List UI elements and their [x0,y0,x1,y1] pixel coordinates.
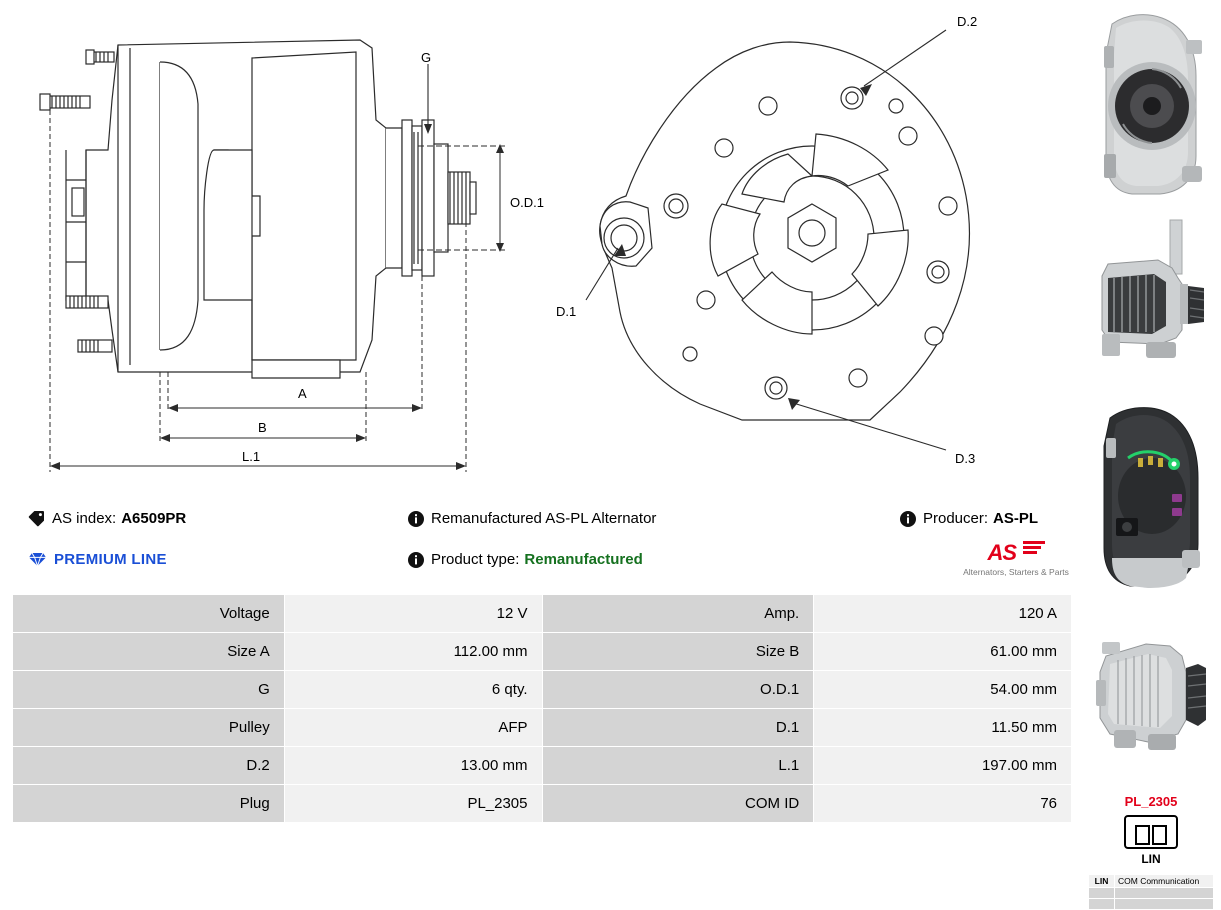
producer-label: Producer: [923,510,989,527]
label-d2: D.2 [957,14,978,29]
plug-connector-icon [1124,815,1178,849]
premium-line-label: PREMIUM LINE [54,551,167,568]
spec-value: 11.50 mm [814,709,1072,747]
technical-drawings [0,0,1080,492]
label-g: G [421,50,432,65]
product-photo-side[interactable] [1086,202,1216,398]
spec-value: 6 qty. [284,671,542,709]
spec-value: 112.00 mm [284,633,542,671]
spec-key: G [13,671,285,709]
info-icon [408,511,424,527]
label-l1: L.1 [242,449,261,464]
spec-value: 76 [814,785,1072,823]
lin-communication-table [1088,874,1214,910]
info-icon [900,511,916,527]
lin-blank-cell [1089,888,1115,899]
diamond-icon [28,552,47,567]
tag-icon [28,510,45,527]
label-d1: D.1 [556,304,577,319]
label-b: B [258,420,267,435]
table-row [1089,888,1214,899]
spec-value: 13.00 mm [284,747,542,785]
table-row [13,595,1072,633]
spec-key: COM ID [542,785,814,823]
producer-row [900,510,1038,527]
product-photo-column [1086,6,1216,910]
spec-key: Voltage [13,595,285,633]
spec-value: 197.00 mm [814,747,1072,785]
description-row [408,510,656,527]
description-text: Remanufactured AS-PL Alternator [431,510,657,527]
specification-table [12,594,1072,823]
lin-blank-cell [1115,899,1214,910]
plug-code: PL_2305 [1124,794,1178,809]
plug-name: LIN [1141,852,1161,866]
as-pl-logo [957,540,1075,576]
spec-key: Pulley [13,709,285,747]
spec-value: 120 A [814,595,1072,633]
spec-key: Amp. [542,595,814,633]
product-photo-body[interactable] [1086,594,1216,790]
product-type-label: Product type: [431,551,520,568]
label-d3: D.3 [955,451,976,466]
table-row [13,747,1072,785]
spec-value: PL_2305 [284,785,542,823]
as-index-row [28,510,186,527]
table-row [1089,875,1214,888]
table-row [1089,899,1214,910]
label-a: A [298,386,307,401]
spec-key: Size B [542,633,814,671]
table-row [13,633,1072,671]
alternator-front-view [586,30,969,450]
spec-value: 61.00 mm [814,633,1072,671]
spec-value: 12 V [284,595,542,633]
as-logo-mark: AS [987,540,1017,565]
lin-blank-cell [1089,899,1115,910]
product-photo-rear[interactable] [1086,398,1216,594]
label-od1: O.D.1 [510,195,544,210]
lin-description: COM Communication [1115,875,1214,888]
table-row [13,671,1072,709]
spec-key: Size A [13,633,285,671]
as-logo-subtitle: Alternators, Starters & Parts [963,567,1069,577]
as-index-value: A6509PR [121,510,187,527]
spec-key: D.1 [542,709,814,747]
spec-key: Plug [13,785,285,823]
spec-value: 54.00 mm [814,671,1072,709]
table-row [13,709,1072,747]
product-type-row [408,551,643,568]
spec-key: O.D.1 [542,671,814,709]
producer-value: AS-PL [993,510,1039,527]
spec-value: AFP [284,709,542,747]
product-info-bar [20,502,1080,582]
alternator-side-view [40,40,506,472]
lin-code: LIN [1089,875,1115,888]
info-icon [408,552,424,568]
as-logo-bars [1023,541,1045,556]
spec-key: D.2 [13,747,285,785]
premium-line-row [28,551,167,568]
lin-blank-cell [1115,888,1214,899]
product-type-value: Remanufactured [524,551,643,568]
table-row [13,785,1072,823]
product-photo-front[interactable] [1086,6,1216,202]
as-index-label: AS index: [52,510,117,527]
spec-key: L.1 [542,747,814,785]
